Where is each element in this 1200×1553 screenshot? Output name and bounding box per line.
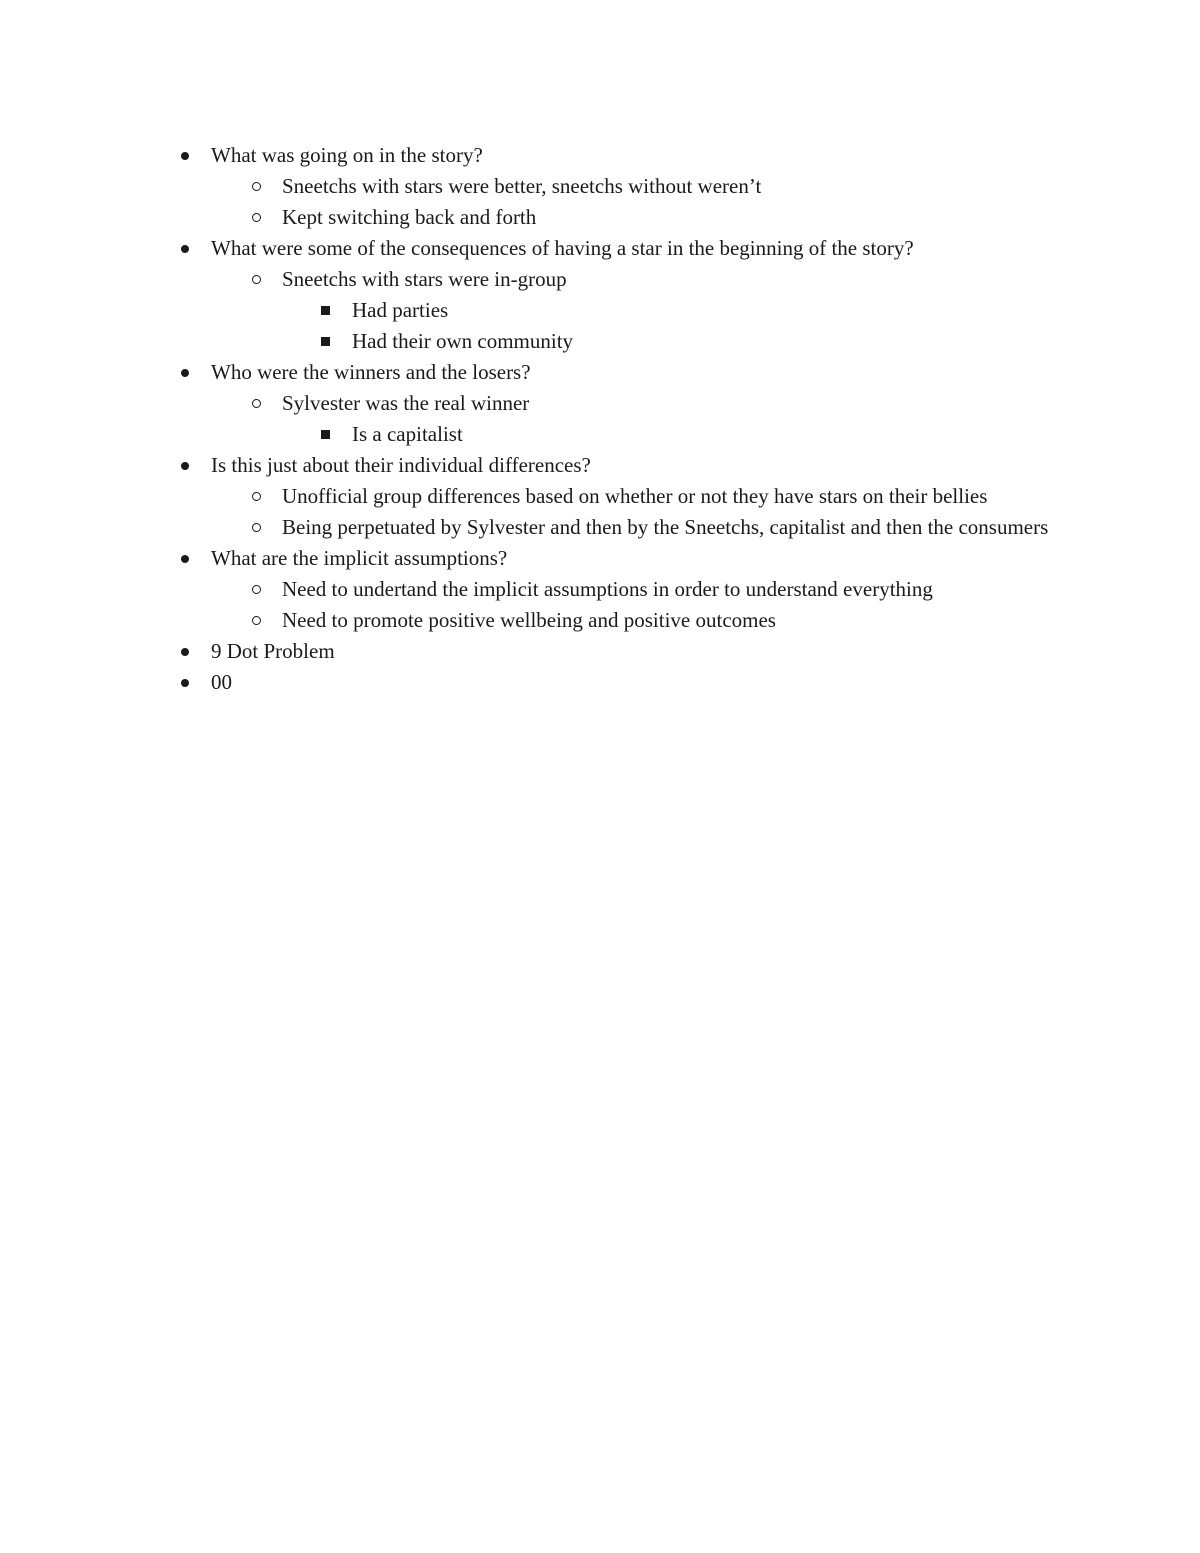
- circle-bullet-icon: [249, 171, 263, 202]
- list-item-text: Kept switching back and forth: [282, 205, 537, 229]
- disc-bullet-icon: [178, 357, 192, 388]
- disc-bullet-icon: [178, 543, 192, 574]
- list-item: [0, 667, 1200, 698]
- list-item: [0, 264, 1200, 295]
- list-item: [0, 202, 1200, 233]
- list-item: [0, 140, 1200, 171]
- list-item-text: 9 Dot Problem: [211, 639, 335, 663]
- list-item: [0, 574, 1200, 605]
- list-item: [0, 481, 1200, 512]
- disc-bullet-icon: [178, 636, 192, 667]
- list-item-text: 00: [211, 670, 232, 694]
- disc-bullet-icon: [178, 450, 192, 481]
- disc-bullet-icon: [178, 233, 192, 264]
- list-item-text: Who were the winners and the losers?: [211, 360, 531, 384]
- list-item-text: What are the implicit assumptions?: [211, 546, 508, 570]
- list-item: [0, 388, 1200, 419]
- circle-bullet-icon: [249, 512, 263, 543]
- list-item-text: Need to promote positive wellbeing and positive outcomes: [282, 608, 776, 632]
- circle-bullet-icon: [249, 574, 263, 605]
- list-item: [0, 357, 1200, 388]
- list-item-text: Need to undertand the implicit assumptions in order to understand everything: [282, 577, 933, 601]
- list-item: [0, 543, 1200, 574]
- list-item: [0, 450, 1200, 481]
- list-item-text: What was going on in the story?: [211, 143, 483, 167]
- circle-bullet-icon: [249, 481, 263, 512]
- list-item-text: Had parties: [352, 298, 449, 322]
- list-item-text: Sneetchs with stars were in-group: [282, 267, 567, 291]
- circle-bullet-icon: [249, 202, 263, 233]
- list-item: [0, 233, 1200, 264]
- list-item: [0, 636, 1200, 667]
- disc-bullet-icon: [178, 140, 192, 171]
- circle-bullet-icon: [249, 388, 263, 419]
- list-item: [0, 295, 1200, 326]
- list-item-text: Being perpetuated by Sylvester and then by the Sneetchs, capitalist and then the consumers: [282, 515, 1049, 539]
- list-item-text: Had their own community: [352, 329, 574, 353]
- notes-outline: [0, 140, 1200, 698]
- circle-bullet-icon: [249, 264, 263, 295]
- list-item: [0, 419, 1200, 450]
- list-item-text: Is this just about their individual differences?: [211, 453, 591, 477]
- list-item-text: What were some of the consequences of having a star in the beginning of the story?: [211, 236, 914, 260]
- list-item-text: Is a capitalist: [352, 422, 463, 446]
- list-item-text: Sneetchs with stars were better, sneetchs without weren’t: [282, 174, 762, 198]
- list-item-text: Sylvester was the real winner: [282, 391, 530, 415]
- list-item: [0, 326, 1200, 357]
- list-item: [0, 171, 1200, 202]
- list-item: [0, 605, 1200, 636]
- square-bullet-icon: [318, 326, 332, 357]
- square-bullet-icon: [318, 295, 332, 326]
- list-item: [0, 512, 1200, 543]
- disc-bullet-icon: [178, 667, 192, 698]
- circle-bullet-icon: [249, 605, 263, 636]
- list-item-text: Unofficial group differences based on whether or not they have stars on their bellies: [282, 484, 988, 508]
- square-bullet-icon: [318, 419, 332, 450]
